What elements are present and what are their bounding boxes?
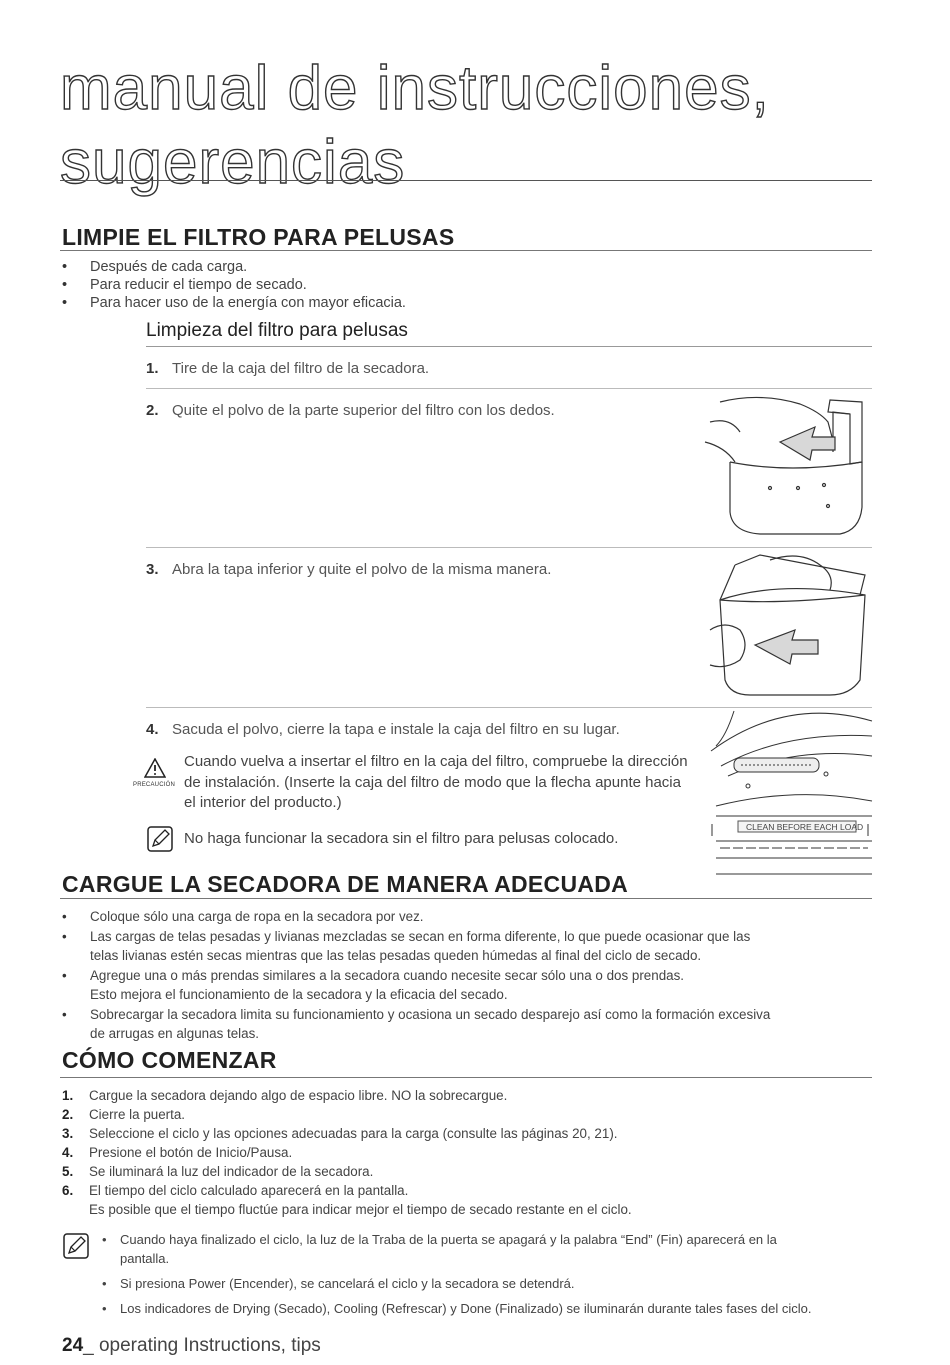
section-heading-load-dryer: CARGUE LA SECADORA DE MANERA ADECUADA <box>62 871 629 897</box>
subheading-divider <box>146 346 872 347</box>
step-text: Cargue la secadora dejando algo de espacio libre. NO la sobrecargue. <box>89 1088 508 1103</box>
footer-text: _ operating Instructions, tips <box>83 1335 321 1356</box>
step-number: 6. <box>62 1183 74 1198</box>
step-4 <box>146 721 620 738</box>
filter-top-cleaning-illustration <box>700 392 872 542</box>
list-item: • Para reducir el tiempo de secado. <box>60 276 860 294</box>
list-item-line: Sobrecargar la secadora limita su funcionamiento y ocasiona un secado desparejo así como la formación excesiva <box>90 1006 771 1022</box>
load-bullet-list <box>60 907 880 1044</box>
step-text: Se iluminará la luz del indicador de la secadora. <box>89 1164 374 1179</box>
step-3 <box>146 561 551 578</box>
list-item-line: pantalla. <box>120 1251 170 1266</box>
step-number: 5. <box>62 1164 74 1179</box>
list-item <box>98 1274 878 1293</box>
list-item <box>98 1299 878 1318</box>
subheading-filter-cleaning: Limpieza del filtro para pelusas <box>146 320 408 341</box>
list-item <box>60 927 880 966</box>
caution-icon <box>144 758 166 778</box>
section-divider <box>60 898 872 899</box>
section-heading-lint-filter: LIMPIE EL FILTRO PARA PELUSAS <box>62 224 455 250</box>
list-item <box>62 1105 882 1124</box>
step-divider <box>146 388 872 389</box>
step-text: Cierre la puerta. <box>89 1107 186 1122</box>
list-item-line: telas livianas estén secas mientras que las telas pesadas queden húmedas al final del ciclo de secado. <box>90 948 702 963</box>
list-item-line: de arrugas en algunas telas. <box>90 1026 259 1041</box>
lint-bullet-list <box>60 258 860 312</box>
list-item: • Después de cada carga. <box>60 258 860 276</box>
title-divider <box>60 180 872 181</box>
step-number: 3. <box>146 561 159 578</box>
step-text: Tire de la caja del filtro de la secadora. <box>172 360 430 377</box>
step-text: Sacuda el polvo, cierre la tapa e instale la caja del filtro en su lugar. <box>172 721 620 738</box>
step-extra-text: Es posible que el tiempo fluctúe para indicar mejor el tiempo de secado restante en el ciclo. <box>89 1202 632 1217</box>
list-item <box>62 1143 882 1162</box>
list-item <box>62 1181 882 1219</box>
page-title-line2: sugerencias <box>60 128 406 197</box>
step-number: 3. <box>62 1126 74 1141</box>
list-item <box>98 1230 878 1268</box>
list-item-line: Esto mejora el funcionamiento de la secadora y la eficacia del secado. <box>90 987 508 1002</box>
page-title-line1: manual de instrucciones, <box>60 54 770 123</box>
list-item-line: Los indicadores de Drying (Secado), Cooling (Refrescar) y Done (Finalizado) se iluminarán durante tales fases del ciclo. <box>120 1301 812 1316</box>
step-number: 2. <box>62 1107 74 1122</box>
step-number: 4. <box>146 721 159 738</box>
list-item-line: Agregue una o más prendas similares a la secadora cuando necesite secar sólo una o dos prendas. <box>90 967 685 983</box>
step-text: Presione el botón de Inicio/Pausa. <box>89 1145 293 1160</box>
list-item <box>60 1005 880 1044</box>
list-item-line: Cuando haya finalizado el ciclo, la luz de la Traba de la puerta se apagará y la palabra “End” (Fin) aparecerá en la <box>120 1232 777 1247</box>
note-icon <box>62 1232 90 1260</box>
caution-text <box>184 752 704 814</box>
page-footer <box>62 1335 321 1357</box>
section-divider <box>60 1077 872 1078</box>
list-item-line: Coloque sólo una carga de ropa en la secadora por vez. <box>90 909 424 924</box>
step-text: Abra la tapa inferior y quite el polvo de la misma manera. <box>172 561 552 578</box>
list-item: • Para hacer uso de la energía con mayor eficacia. <box>60 294 860 312</box>
section-heading-how-to-start: CÓMO COMENZAR <box>62 1047 277 1073</box>
note-text: No haga funcionar la secadora sin el filtro para pelusas colocado. <box>184 830 619 847</box>
list-item-line: Las cargas de telas pesadas y livianas mezcladas se secan en forma diferente, lo que puede ocasionar que las <box>90 928 751 944</box>
page-number: 24 <box>62 1335 84 1356</box>
step-number: 2. <box>146 402 159 419</box>
step-number: 1. <box>146 360 159 377</box>
list-item <box>62 1162 882 1181</box>
list-item-line: Si presiona Power (Encender), se cancelará el ciclo y la secadora se detendrá. <box>120 1276 575 1291</box>
clean-before-each-load-label: CLEAN BEFORE EACH LOAD <box>746 822 864 832</box>
caution-line: de instalación. (Inserte la caja del filtro de modo que la flecha apunte hacia <box>184 773 681 791</box>
list-item <box>62 1086 882 1105</box>
caution-label: PRECAUCIÓN <box>133 782 176 788</box>
step-1 <box>146 360 429 377</box>
step-2 <box>146 402 555 419</box>
start-notes-list <box>98 1230 878 1324</box>
step-number: 4. <box>62 1145 74 1160</box>
list-item <box>62 1124 882 1143</box>
filter-bottom-cleaning-illustration <box>700 550 872 700</box>
list-item <box>60 907 880 927</box>
step-number: 1. <box>62 1088 74 1103</box>
caution-line: Cuando vuelva a insertar el filtro en la caja del filtro, compruebe la dirección <box>184 753 688 770</box>
start-steps-list <box>62 1086 882 1219</box>
caution-line: el interior del producto.) <box>184 794 342 811</box>
step-text: El tiempo del ciclo calculado aparecerá en la pantalla. <box>89 1183 409 1198</box>
section-divider <box>60 250 872 251</box>
step-text: Quite el polvo de la parte superior del filtro con los dedos. <box>172 402 555 419</box>
filter-install-illustration <box>706 706 874 876</box>
step-text: Seleccione el ciclo y las opciones adecuadas para la carga (consulte las páginas 20, 21). <box>89 1126 618 1141</box>
note-icon <box>146 825 174 853</box>
list-item <box>60 966 880 1005</box>
step-divider <box>146 547 872 548</box>
